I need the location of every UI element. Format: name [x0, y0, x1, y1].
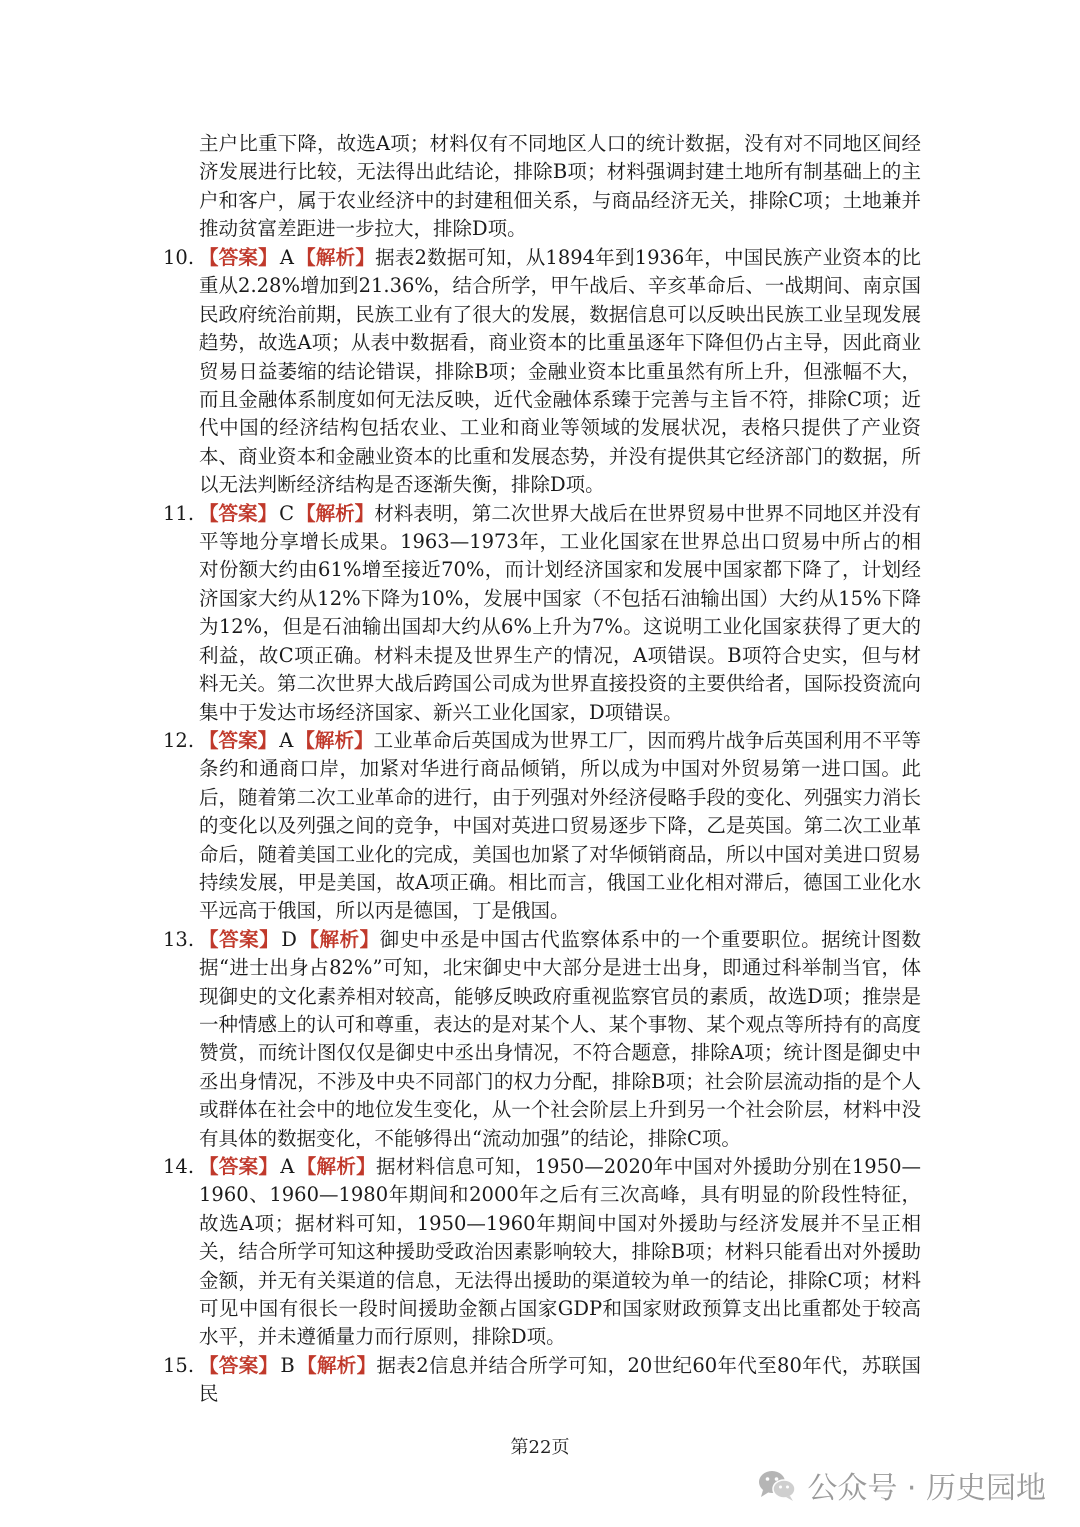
wechat-icon: [757, 1468, 797, 1502]
analysis-text: 御史中丞是中国古代监察体系中的一个重要职位。据统计图数据“进士出身占82%”可知，北宋御史中大部分是进士出身，即通过科举制当官，体现御史的文化素养相对较高，能够反映政府重视监察官员的素质，故选D项；推崇是一种情感上的认可和尊重，表达的是对某个人、某个事物、某个观点等所持有的高度赞赏，而统计图仅仅是御史中丞出身情况，不符合题意，排除A项；统计图是御史中丞出身情况，不涉及中央不同部门的权力分配，排除B项；社会阶层流动指的是个人或群体在社会中的地位发生变化，从一个社会阶层上升到另一个社会阶层，材料中没有具体的数据变化，不能够得出“流动加强”的结论，排除C项。: [199, 927, 921, 1150]
answer-entry-14: [163, 1153, 921, 1352]
answer-choice: D: [281, 927, 297, 951]
answer-tag: 【答案】: [199, 1155, 279, 1178]
answer-entry-13: [163, 926, 921, 1153]
watermark-text: 公众号 · 历史园地: [807, 1471, 1046, 1506]
entry-number: 14.: [163, 1155, 195, 1178]
continued-paragraph: 主户比重下降，故选A项；材料仅有不同地区人口的统计数据，没有对不同地区间经济发展进行比较，无法得出此结论，排除B项；材料强调封建土地所有制基础上的主户和客户，属于农业经济中的封建租佃关系，与商品经济无关，排除C项；土地兼并推动贫富差距进一步拉大，排除D项。: [199, 132, 921, 241]
analysis-text: 据表2数据可知，从1894年到1936年，中国民族产业资本的比重从2.28%增加到21.36%，结合所学，甲午战后、辛亥革命后、一战期间、南京国民政府统治前期，民族工业有了很大的发展，数据信息可以反映出民族工业呈现发展趋势，故选A项；从表中数据看，商业资本的比重虽逐年下降但仍占主导，因此商业贸易日益萎缩的结论错误，排除B项；金融业资本比重虽然有所上升，但涨幅不大，而且金融体系制度如何无法反映，近代金融体系臻于完善与主旨不符，排除C项；近代中国的经济结构包括农业、工业和商业等领域的发展状况，表格只提供了产业资本、商业资本和金融业资本的比重和发展态势，并没有提供其它经济部门的数据，所以无法判断经济结构是否逐渐失衡，排除D项。: [199, 246, 921, 497]
answer-tag: 【答案】: [199, 246, 278, 269]
answer-choice: B: [280, 1353, 295, 1377]
entry-number: 11.: [163, 501, 195, 525]
answer-entry-12: [163, 727, 921, 926]
answer-tag: 【答案】: [199, 501, 278, 525]
analysis-tag: 【解析】: [296, 501, 375, 525]
answer-entry-10: [163, 244, 921, 500]
analysis-tag: 【解析】: [295, 728, 374, 752]
entry-number: 15.: [163, 1353, 195, 1377]
answer-tag: 【答案】: [199, 927, 280, 951]
answer-entry-15: [163, 1352, 921, 1409]
answer-choice: A: [279, 728, 294, 752]
entry-number: 13.: [163, 927, 195, 951]
answer-choice: C: [279, 501, 295, 525]
entry-number: 12.: [163, 728, 195, 752]
watermark: [757, 1463, 1046, 1507]
answer-choice: A: [280, 1155, 295, 1178]
analysis-tag: 【解析】: [296, 1353, 377, 1377]
analysis-text: 材料表明，第二次世界大战后在世界贸易中世界不同地区并没有平等地分享增长成果。1963—1973年，工业化国家在世界总出口贸易中所占的相对份额大约由61%增至接近70%，而计划经济国家和发展中国家都下降了，计划经济国家大约从12%下降为10%，发展中国家（不包括石油输出国）大约从15%下降为12%，但是石油输出国却大约从6%上升为7%。这说明工业化国家获得了更大的利益，故C项正确。材料未提及世界生产的情况，A项错误。B项符合史实，但与材料无关。第二次世界大战后跨国公司成为世界直接投资的主要供给者，国际投资流向集中于发达市场经济国家、新兴工业化国家，D项错误。: [199, 501, 921, 724]
analysis-tag: 【解析】: [296, 1155, 376, 1178]
analysis-tag: 【解析】: [295, 246, 376, 269]
page-number: 第22页: [510, 1437, 570, 1458]
answer-tag: 【答案】: [199, 728, 278, 752]
entry-number: 10.: [163, 246, 195, 269]
answer-entry-11: [163, 500, 921, 727]
analysis-text: 据材料信息可知，1950—2020年中国对外援助分别在1950—1960、1960—1980年期间和2000年之后有三次高峰，具有明显的阶段性特征，故选A项；据材料可知，1950—1960年期间中国对外援助与经济发展并不呈正相关，结合所学可知这种援助受政治因素影响较大，排除B项；材料只能看出对外援助金额，并无有关渠道的信息，无法得出援助的渠道较为单一的结论，排除C项；材料可见中国有很长一段时间援助金额占国家GDP和国家财政预算支出比重都处于较高水平，并未遵循量力而行原则，排除D项。: [199, 1155, 921, 1349]
analysis-tag: 【解析】: [298, 927, 380, 951]
answer-list: [163, 244, 921, 1409]
analysis-text: 工业革命后英国成为世界工厂，因而鸦片战争后英国利用不平等条约和通商口岸，加紧对华进行商品倾销，所以成为中国对外贸易第一进口国。此后，随着第二次工业革命的进行，由于列强对外经济侵略手段的变化、列强实力消长的变化以及列强之间的竞争，中国对英进口贸易逐步下降，乙是英国。第二次工业革命后，随着美国工业化的完成，美国也加紧了对华倾销商品，所以中国对美进口贸易持续发展，甲是美国，故A项正确。相比而言，俄国工业化相对滞后，德国工业化水平远高于俄国，所以丙是德国，丁是俄国。: [199, 728, 921, 923]
answer-tag: 【答案】: [199, 1353, 279, 1377]
analysis-text: 据表2信息并结合所学可知，20世纪60年代至80年代，苏联国民: [199, 1353, 921, 1406]
answer-choice: A: [279, 246, 294, 269]
